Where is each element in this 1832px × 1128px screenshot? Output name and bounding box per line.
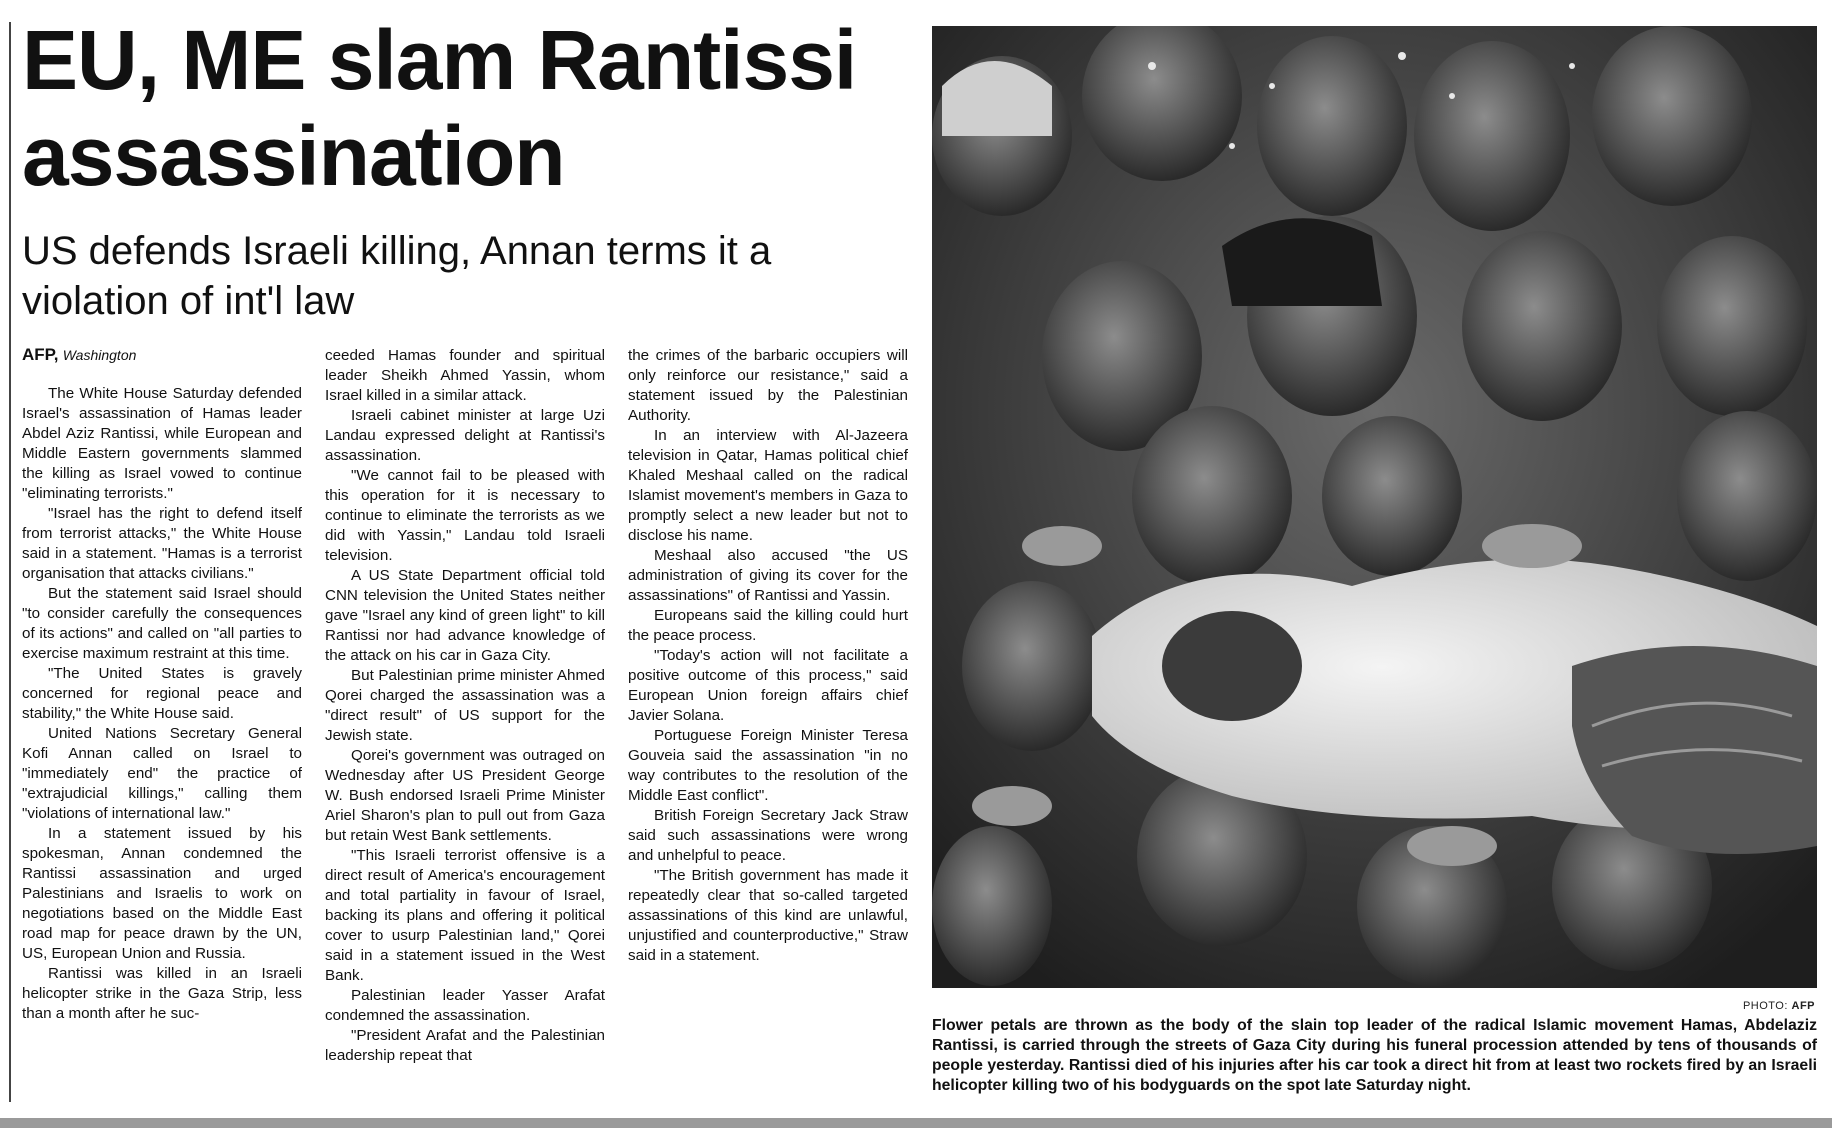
paragraph: Meshaal also accused "the US administration of giving its cover for the assassinations" of Rantissi and Yassin. xyxy=(628,547,908,604)
paragraph: Israeli cabinet minister at large Uzi Landau expressed delight at Rantissi's assassination. xyxy=(325,407,605,464)
paragraph: "Israel has the right to defend itself from terrorist attacks," the White House said in a statement. "Hamas is a terrorist organisation that attacks civilians." xyxy=(22,505,302,582)
photo-credit-source: AFP xyxy=(1791,1000,1815,1012)
paragraph: "We cannot fail to be pleased with this operation for it is necessary to continue to eliminate the terrorists as we did with Yassin," Landau told Israeli television. xyxy=(325,467,605,564)
crowd-photo-illustration xyxy=(932,26,1817,988)
article-column-2 xyxy=(325,346,605,1066)
paragraph: ceeded Hamas founder and spiritual leader Sheikh Ahmed Yassin, whom Israel killed in a similar attack. xyxy=(325,347,605,404)
paragraph: But the statement said Israel should "to consider carefully the consequences of its actions" and called on "all parties to exercise maximum restraint at this time. xyxy=(22,585,302,662)
photo-credit xyxy=(1743,1000,1815,1012)
headline: EU, ME slam Rantissi assassination xyxy=(22,13,857,203)
paragraph: A US State Department official told CNN television the United States neither gave "Israel any kind of green light" to kill Rantissi nor had advance knowledge of the attack on his car in Gaza City. xyxy=(325,567,605,664)
column-rule xyxy=(9,22,11,1102)
byline-agency: AFP, xyxy=(22,345,59,364)
byline xyxy=(22,345,312,366)
paragraph: British Foreign Secretary Jack Straw said such assassinations were wrong and unhelpful to peace. xyxy=(628,807,908,864)
paragraph: Portuguese Foreign Minister Teresa Gouveia said the assassination "in no way contributes to the resolution of the Middle East conflict". xyxy=(628,727,908,804)
paragraph: United Nations Secretary General Kofi Annan called on Israel to "immediately end" the practice of "extrajudicial killings," calling them "violations of international law." xyxy=(22,725,302,822)
photo-caption: Flower petals are thrown as the body of the slain top leader of the radical Islamic movement Hamas, Abdelaziz Rantissi, is carried through the streets of Gaza City during his funeral procession attended by tens of thousands of people yesterday. Rantissi died of his injuries after his car took a direct hit from at least two rockets fired by an Israeli helicopter killing two of his bodyguards on the spot late Saturday night. xyxy=(932,1017,1817,1094)
paragraph: "The British government has made it repeatedly clear that so-called targeted assassinations of this kind are unlawful, unjustified and counterproductive," Straw said in a statement. xyxy=(628,867,908,964)
article-column-3 xyxy=(628,346,908,966)
article-column-1 xyxy=(22,384,302,1024)
paragraph: "Today's action will not facilitate a positive outcome of this process," said European Union foreign affairs chief Javier Solana. xyxy=(628,647,908,724)
paragraph: Palestinian leader Yasser Arafat condemned the assassination. xyxy=(325,987,605,1024)
photo-credit-label: PHOTO: xyxy=(1742,1000,1788,1012)
paragraph: In a statement issued by his spokesman, Annan condemned the Rantissi assassination and urged Palestinians and Israelis to work on negotiations based on the Middle East road map for peace drawn by the UN, US, European Union and Russia. xyxy=(22,825,302,962)
paragraph: "President Arafat and the Palestinian leadership repeat that xyxy=(325,1027,605,1064)
paragraph: In an interview with Al-Jazeera television in Qatar, Hamas political chief Khaled Meshaal called on the radical Islamist movement's members in Gaza to promptly select a new leader but not to disclose his name. xyxy=(628,427,908,544)
paragraph: Qorei's government was outraged on Wednesday after US President George W. Bush endorsed Israeli Prime Minister Ariel Sharon's plan to pull out from Gaza but retain West Bank settlements. xyxy=(325,747,605,844)
paragraph: "This Israeli terrorist offensive is a direct result of America's encouragement and total partiality in favour of Israel, backing its plans and offering it political cover to usurp Palestinian land," Qorei said in a statement issued in the West Bank. xyxy=(325,847,605,984)
paragraph: Europeans said the killing could hurt the peace process. xyxy=(628,607,908,644)
page-bottom-rule xyxy=(0,1118,1832,1128)
paragraph: the crimes of the barbaric occupiers will only reinforce our resistance," said a statement issued by the Palestinian Authority. xyxy=(628,347,908,424)
subheadline: US defends Israeli killing, Annan terms it a violation of int'l law xyxy=(22,229,772,323)
news-photo xyxy=(932,26,1817,988)
paragraph: "The United States is gravely concerned for regional peace and stability," the White House said. xyxy=(22,665,302,722)
paragraph: Rantissi was killed in an Israeli helicopter strike in the Gaza Strip, less than a month after he suc- xyxy=(22,965,302,1022)
byline-dateline: Washington xyxy=(62,347,137,363)
paragraph: But Palestinian prime minister Ahmed Qorei charged the assassination was a "direct result" of US support for the Jewish state. xyxy=(325,667,605,744)
paragraph: The White House Saturday defended Israel's assassination of Hamas leader Abdel Aziz Rantissi, while European and Middle Eastern governments slammed the killing as Israel vowed to continue "eliminating terrorists." xyxy=(22,385,302,502)
